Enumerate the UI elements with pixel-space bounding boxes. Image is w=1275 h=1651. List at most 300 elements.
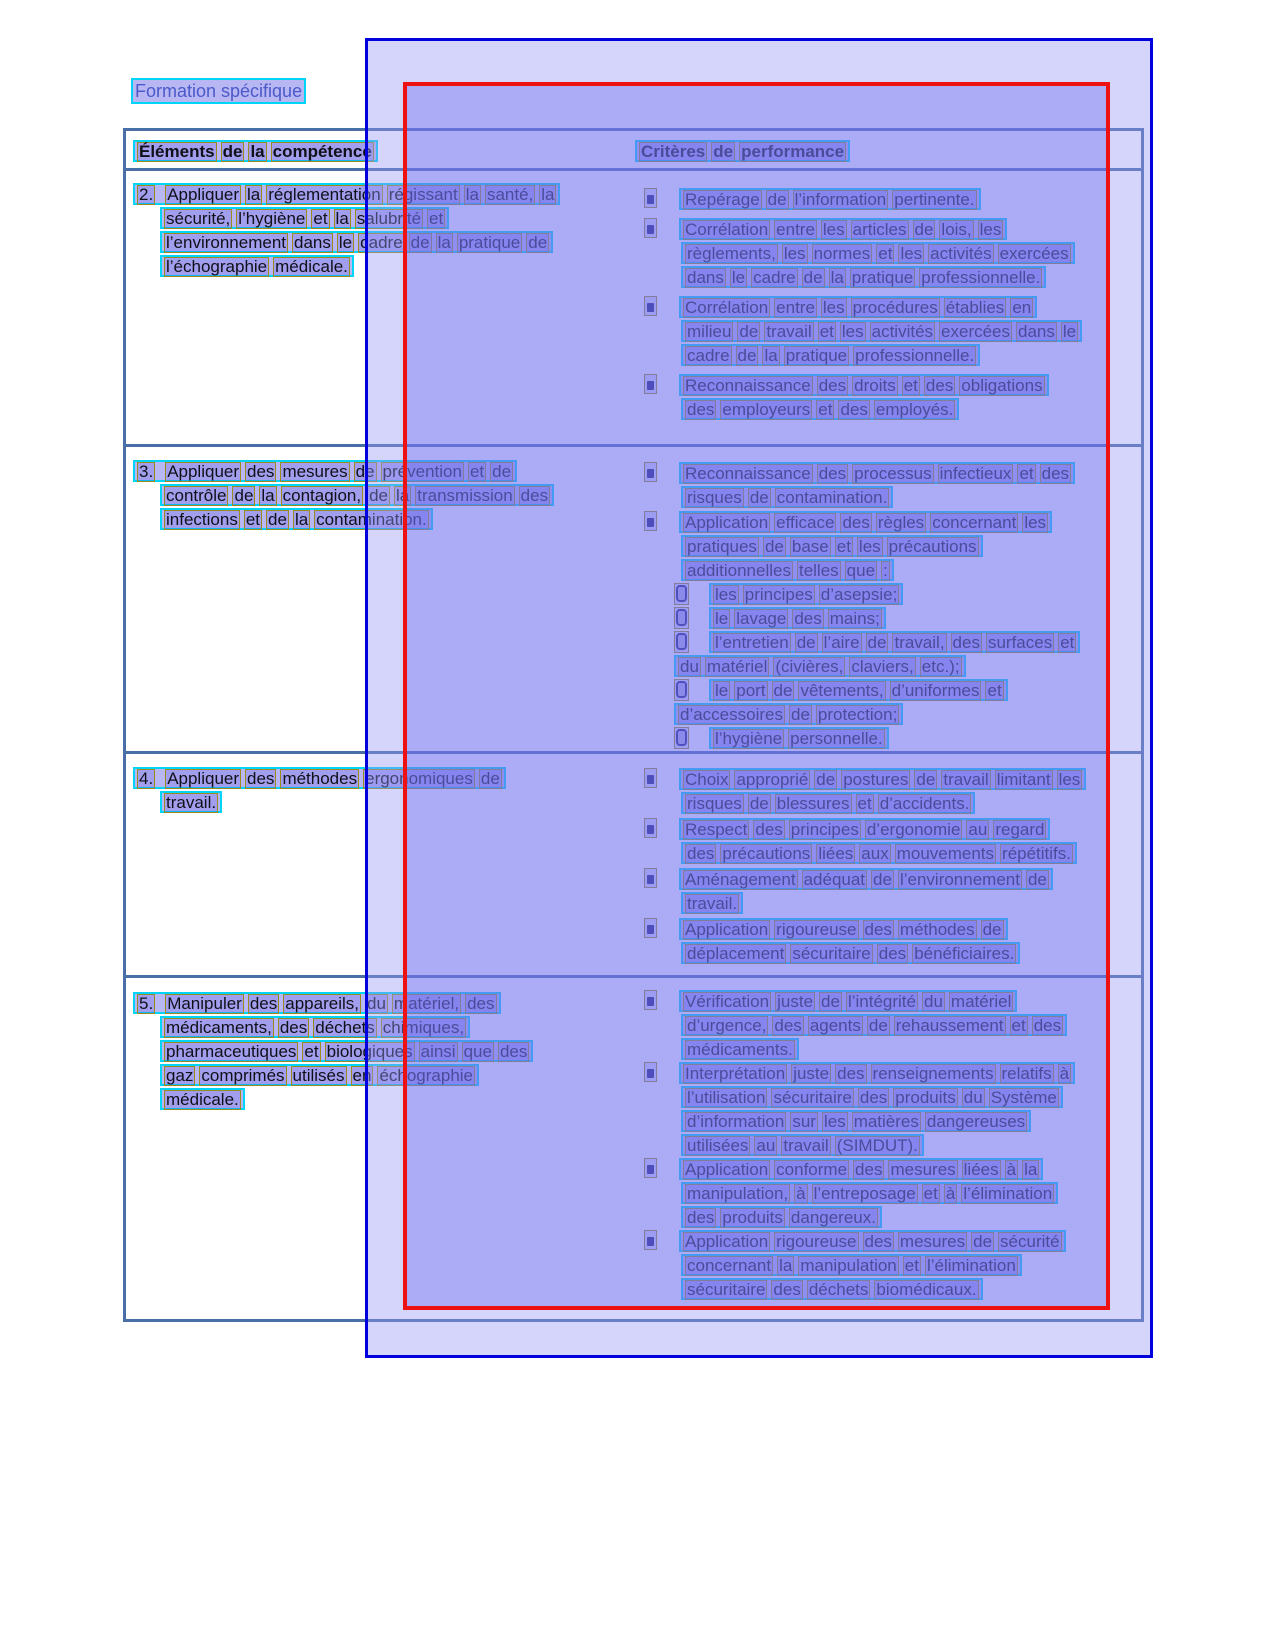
word-box: Application <box>685 1232 769 1251</box>
word-box: entre <box>776 298 815 317</box>
word-box: utilisés <box>292 1066 345 1085</box>
word-box: d’information <box>687 1112 785 1131</box>
word-box: de <box>749 488 769 507</box>
word-box: l’entretien <box>715 633 789 652</box>
criteria-item <box>644 511 1144 749</box>
word-box: les <box>823 1112 846 1131</box>
word-box: obligations <box>961 376 1043 395</box>
word-box: de <box>791 705 810 724</box>
bullet-marker-box <box>644 1062 657 1082</box>
word-box: de <box>816 770 836 789</box>
line-highlight-box <box>709 679 1008 701</box>
word-box: répétitifs. <box>1002 844 1072 863</box>
word-box: etc.); <box>921 657 960 676</box>
criteria-sublist <box>644 583 1144 749</box>
line-highlight-box <box>681 1014 1067 1036</box>
criteria-line <box>644 511 1144 533</box>
criteria-line <box>644 296 1144 318</box>
word-box: conforme <box>776 1160 848 1179</box>
line-highlight-box <box>681 398 959 420</box>
criteria-line <box>681 398 1144 420</box>
word-box: (civières, <box>775 657 844 676</box>
bullet-marker-box <box>644 296 657 316</box>
word-box: pratique <box>785 346 848 365</box>
word-box: santé, <box>486 185 534 204</box>
word-box: ergonomiques <box>365 769 473 788</box>
word-box: dans <box>687 268 724 287</box>
word-box: Manipuler <box>167 994 242 1013</box>
word-box: le <box>731 268 746 287</box>
criteria-line <box>681 1038 1144 1060</box>
line-highlight-box <box>709 631 1080 653</box>
line-highlight-box <box>679 918 1008 940</box>
word-box: et <box>923 1184 938 1203</box>
word-box: de <box>764 537 784 556</box>
criteria-item <box>644 818 1144 864</box>
bullet-marker-box <box>644 768 657 788</box>
word-box: et <box>857 794 872 813</box>
word-box: travail <box>943 770 989 789</box>
sub-criteria-line <box>674 631 1144 653</box>
word-box: la <box>465 185 479 204</box>
word-box: : <box>883 561 888 580</box>
word-box: de <box>234 486 254 505</box>
word-box: Repérage <box>685 190 760 209</box>
word-box: des <box>842 513 870 532</box>
word-box: additionnelles <box>687 561 791 580</box>
table-row <box>126 754 1141 978</box>
line-highlight-box <box>160 255 354 277</box>
criteria-item <box>644 1062 1144 1156</box>
criteria-line <box>681 344 1144 366</box>
bullet-icon <box>647 997 654 1006</box>
word-box: vêtements, <box>800 681 884 700</box>
word-box: de <box>739 322 759 341</box>
sub-criteria-line <box>674 655 1144 677</box>
sub-criteria-line <box>674 727 1144 749</box>
word-box: de <box>767 190 787 209</box>
criteria-line <box>644 768 1144 790</box>
line-highlight-box <box>160 1016 470 1038</box>
line-highlight-box <box>709 607 886 629</box>
criteria-line <box>681 320 1144 342</box>
line-highlight-box <box>133 992 501 1014</box>
word-box: de <box>410 233 430 252</box>
sub-bullet-marker-box <box>674 631 689 653</box>
word-box: de <box>867 633 887 652</box>
word-box: méthodes <box>282 769 358 788</box>
word-box: manipulation <box>800 1256 897 1275</box>
header-elements-competence <box>133 140 378 162</box>
word-box: blessures <box>776 794 850 813</box>
bullet-icon <box>647 825 654 834</box>
word-box: risques <box>687 488 742 507</box>
word-box: surfaces <box>987 633 1053 652</box>
word-box: compétence <box>272 142 372 161</box>
word-box: déchets <box>808 1280 869 1299</box>
element-line <box>160 1088 533 1110</box>
word-box: à <box>1006 1160 1017 1179</box>
word-box: Respect <box>685 820 748 839</box>
element-line <box>160 207 560 229</box>
word-box: protection; <box>817 705 898 724</box>
word-box: des <box>249 994 278 1013</box>
word-box: dangereuses <box>926 1112 1026 1131</box>
word-box: et <box>469 462 485 481</box>
bullet-icon <box>647 303 654 312</box>
criteria-line <box>681 535 1144 557</box>
element-line <box>160 1064 533 1086</box>
word-box: et <box>1060 633 1075 652</box>
word-box: pratiques <box>687 537 757 556</box>
word-box: articles <box>852 220 907 239</box>
word-box: liées <box>818 844 854 863</box>
word-box: les <box>900 244 923 263</box>
line-highlight-box <box>681 535 983 557</box>
word-box: postures <box>843 770 909 789</box>
word-box: principes <box>744 585 813 604</box>
word-box: renseignements <box>872 1064 994 1083</box>
word-box: précautions <box>888 537 977 556</box>
word-box: pratique <box>851 268 914 287</box>
word-box: sécurité, <box>166 209 231 228</box>
criteria-line <box>681 1278 1144 1300</box>
word-box: infectieux <box>939 464 1012 483</box>
word-box: la <box>250 142 265 161</box>
sub-criteria-line <box>674 583 1144 605</box>
word-box: des <box>774 1016 802 1035</box>
criteria-line <box>681 1086 1144 1108</box>
word-box: des <box>687 844 715 863</box>
word-box: échographie <box>379 1066 474 1085</box>
word-box: des <box>878 944 907 963</box>
word-box: Vérification <box>685 992 770 1011</box>
word-box: au <box>756 1136 776 1155</box>
word-box: de <box>982 920 1002 939</box>
competency-table <box>123 128 1144 1322</box>
bullet-marker-box <box>644 462 657 482</box>
word-box: comprimés <box>201 1066 285 1085</box>
word-box: sécurité <box>1000 1232 1060 1251</box>
word-box: produits <box>895 1088 956 1107</box>
word-box: performance <box>741 142 845 161</box>
word-box: cadre <box>687 346 730 365</box>
word-box: des <box>773 1280 801 1299</box>
word-box: des <box>818 376 847 395</box>
word-box: que <box>846 561 876 580</box>
word-box: des <box>837 1064 865 1083</box>
word-box: l’hygiène <box>715 729 783 748</box>
word-box: Corrélation <box>685 298 769 317</box>
criteria-line <box>681 892 1144 914</box>
criteria-item <box>644 374 1144 420</box>
sub-criteria-line <box>674 703 1144 725</box>
word-box: pertinente. <box>894 190 975 209</box>
word-box: de <box>803 268 823 287</box>
word-box: des <box>952 633 980 652</box>
word-box: biomédicaux. <box>876 1280 977 1299</box>
element-line <box>133 460 554 482</box>
word-box: et <box>1011 1016 1026 1035</box>
criteria-cell <box>644 754 1144 968</box>
header-criteres-performance <box>635 140 850 162</box>
word-box: matériel, <box>393 994 460 1013</box>
word-box: les <box>841 322 864 341</box>
word-box: régissant <box>388 185 458 204</box>
word-box: risques <box>687 794 742 813</box>
element-line <box>133 992 533 1014</box>
bullet-marker-box <box>644 868 657 888</box>
criteria-line <box>644 868 1144 890</box>
line-highlight-box <box>674 703 903 725</box>
word-box: infections <box>166 510 238 529</box>
word-box: Critères <box>641 142 706 161</box>
word-box: lois, <box>941 220 972 239</box>
line-highlight-box <box>635 140 850 162</box>
bullet-icon <box>647 875 654 884</box>
word-box: et <box>903 376 918 395</box>
word-box: relatifs <box>1001 1064 1052 1083</box>
line-highlight-box <box>681 892 743 914</box>
word-box: des <box>499 1042 528 1061</box>
criteria-line <box>644 188 1144 210</box>
word-box: chimiques, <box>382 1018 465 1037</box>
word-box: en <box>1012 298 1032 317</box>
page-title <box>131 78 306 104</box>
line-highlight-box <box>160 1088 245 1110</box>
line-highlight-box <box>679 296 1037 318</box>
word-box: professionnelle. <box>855 346 975 365</box>
word-box: de <box>1027 870 1047 889</box>
word-box: des <box>864 1232 892 1251</box>
element-line <box>160 484 554 506</box>
line-highlight-box <box>679 188 981 210</box>
criteria-line <box>681 942 1144 964</box>
word-box: Corrélation <box>685 220 769 239</box>
sub-criteria-line <box>674 607 1144 629</box>
word-box: l’environnement <box>899 870 1020 889</box>
bullet-marker-box <box>644 1158 657 1178</box>
word-box: la <box>261 486 275 505</box>
word-box: pratique <box>458 233 521 252</box>
word-box: la <box>294 510 309 529</box>
sub-bullet-marker-box <box>674 607 689 629</box>
word-box: des <box>1033 1016 1062 1035</box>
word-box: établies <box>945 298 1005 317</box>
bullet-marker-box <box>644 1230 657 1250</box>
word-box: milieu <box>687 322 732 341</box>
line-highlight-box <box>133 460 517 482</box>
word-box: activités <box>871 322 934 341</box>
word-box: de <box>916 770 936 789</box>
word-box: procédures <box>852 298 938 317</box>
word-box: transmission <box>417 486 513 505</box>
word-box: Reconnaissance <box>685 376 811 395</box>
word-box: mouvements <box>896 844 995 863</box>
word-box: travail. <box>166 793 217 812</box>
line-highlight-box <box>679 462 1075 484</box>
element-line <box>160 508 554 530</box>
word-box: médicale. <box>166 1090 239 1109</box>
bullet-marker-box <box>644 918 657 938</box>
word-box: sécuritaire <box>687 1280 766 1299</box>
word-box: le <box>715 609 729 628</box>
element-cell <box>133 978 533 1112</box>
word-box: normes <box>813 244 871 263</box>
word-box: agents <box>809 1016 861 1035</box>
criteria-line <box>681 1254 1144 1276</box>
word-box: et <box>429 209 444 228</box>
word-box: employeurs <box>722 400 811 419</box>
element-line <box>133 767 506 789</box>
criteria-line <box>644 1062 1144 1084</box>
word-box: règlements, <box>687 244 776 263</box>
word-box: de <box>528 233 548 252</box>
word-box: médicaments. <box>687 1040 793 1059</box>
bullet-icon <box>647 925 654 934</box>
word-box: matériel <box>950 992 1012 1011</box>
line-highlight-box <box>133 183 560 205</box>
item-number: 4. <box>139 769 154 788</box>
word-box: employés. <box>875 400 954 419</box>
word-box: Application <box>685 1160 769 1179</box>
word-box: concernant <box>687 1256 772 1275</box>
criteria-line <box>644 990 1144 1012</box>
word-box: port <box>736 681 766 700</box>
word-box: prévention <box>382 462 462 481</box>
word-box: réglementation <box>268 185 381 204</box>
element-line <box>160 1016 533 1038</box>
word-box: rehaussement <box>895 1016 1004 1035</box>
word-box: à <box>1059 1064 1070 1083</box>
line-highlight-box <box>681 1134 924 1156</box>
line-highlight-box <box>681 1038 799 1060</box>
word-box: au <box>968 820 988 839</box>
word-box: Appliquer <box>167 462 240 481</box>
word-box: sécuritaire <box>773 1088 852 1107</box>
word-box: et <box>904 1256 919 1275</box>
bullet-icon <box>647 1237 654 1246</box>
word-box: utilisées <box>687 1136 749 1155</box>
word-box: Appliquer <box>167 185 240 204</box>
word-box: de <box>796 633 816 652</box>
word-box: professionnelle. <box>921 268 1041 287</box>
word-box: appareils, <box>285 994 359 1013</box>
word-box: mesures <box>890 1160 956 1179</box>
word-box: mesures <box>899 1232 966 1251</box>
word-box: du <box>680 657 699 676</box>
word-box: de <box>737 346 757 365</box>
word-box: principes <box>790 820 859 839</box>
word-box: méthodes <box>899 920 975 939</box>
word-box: liées <box>963 1160 999 1179</box>
word-box: de <box>973 1232 993 1251</box>
line-highlight-box <box>681 320 1082 342</box>
word-box: gaz <box>166 1066 194 1085</box>
word-box: aux <box>861 844 889 863</box>
sub-bullet-marker-box <box>674 583 689 605</box>
word-box: que <box>463 1042 492 1061</box>
word-box: des <box>818 464 847 483</box>
criteria-line <box>681 559 1144 581</box>
criteria-line <box>644 462 1144 484</box>
word-box: de <box>873 870 892 889</box>
line-highlight-box <box>679 1062 1075 1084</box>
word-box: la <box>437 233 451 252</box>
word-box: adéquat <box>803 870 866 889</box>
bullet-icon <box>647 195 654 204</box>
line-highlight-box <box>709 727 889 749</box>
word-box: et <box>819 322 834 341</box>
table-header-row <box>126 131 1141 171</box>
line-highlight-box <box>681 1206 882 1228</box>
word-box: d’uniformes <box>891 681 980 700</box>
line-highlight-box <box>709 583 903 605</box>
bullet-icon <box>647 381 654 390</box>
word-box: telles <box>798 561 839 580</box>
word-box: de <box>369 486 389 505</box>
word-box: de <box>480 769 500 788</box>
word-box: Appliquer <box>167 769 240 788</box>
word-box: l’intégrité <box>847 992 916 1011</box>
word-box: en <box>352 1066 372 1085</box>
word-box: du <box>963 1088 983 1107</box>
line-highlight-box <box>679 374 1049 396</box>
word-box: manipulation, <box>687 1184 789 1203</box>
element-cell <box>133 171 560 279</box>
element-line <box>160 1040 533 1062</box>
word-box: et <box>836 537 851 556</box>
word-box: Application <box>685 920 769 939</box>
criteria-line <box>681 842 1144 864</box>
word-box: sur <box>792 1112 816 1131</box>
word-box: claviers, <box>851 657 914 676</box>
page-title-text: Formation spécifique <box>135 81 303 101</box>
word-box: personnelle. <box>790 729 883 748</box>
line-highlight-box <box>679 768 1086 790</box>
word-box: la <box>1024 1160 1038 1179</box>
word-box: les <box>858 537 881 556</box>
word-box: concernant <box>932 513 1017 532</box>
word-box: l’information <box>794 190 887 209</box>
word-box: les <box>715 585 737 604</box>
word-box: rigoureuse <box>776 1232 857 1251</box>
criteria-item <box>644 462 1144 508</box>
line-highlight-box <box>133 140 378 162</box>
criteria-item <box>644 990 1144 1060</box>
word-box: sécuritaire <box>792 944 871 963</box>
line-highlight-box <box>679 218 1007 240</box>
word-box: la <box>830 268 844 287</box>
line-highlight-box <box>681 842 1077 864</box>
criteria-line <box>644 218 1144 240</box>
criteria-line <box>644 1158 1144 1180</box>
sub-bullet-icon <box>676 729 687 746</box>
criteria-line <box>644 918 1144 940</box>
line-highlight-box <box>681 242 1075 264</box>
word-box: l’hygiène <box>238 209 306 228</box>
word-box: contamination. <box>776 488 888 507</box>
sub-criteria-line <box>674 679 1144 701</box>
word-box: règles <box>877 513 925 532</box>
criteria-line <box>681 266 1144 288</box>
word-box: travail. <box>687 894 738 913</box>
word-box: et <box>304 1042 319 1061</box>
bullet-icon <box>647 469 654 478</box>
word-box: des <box>467 994 495 1013</box>
word-box: processus <box>854 464 932 483</box>
bullet-marker-box <box>644 990 657 1010</box>
